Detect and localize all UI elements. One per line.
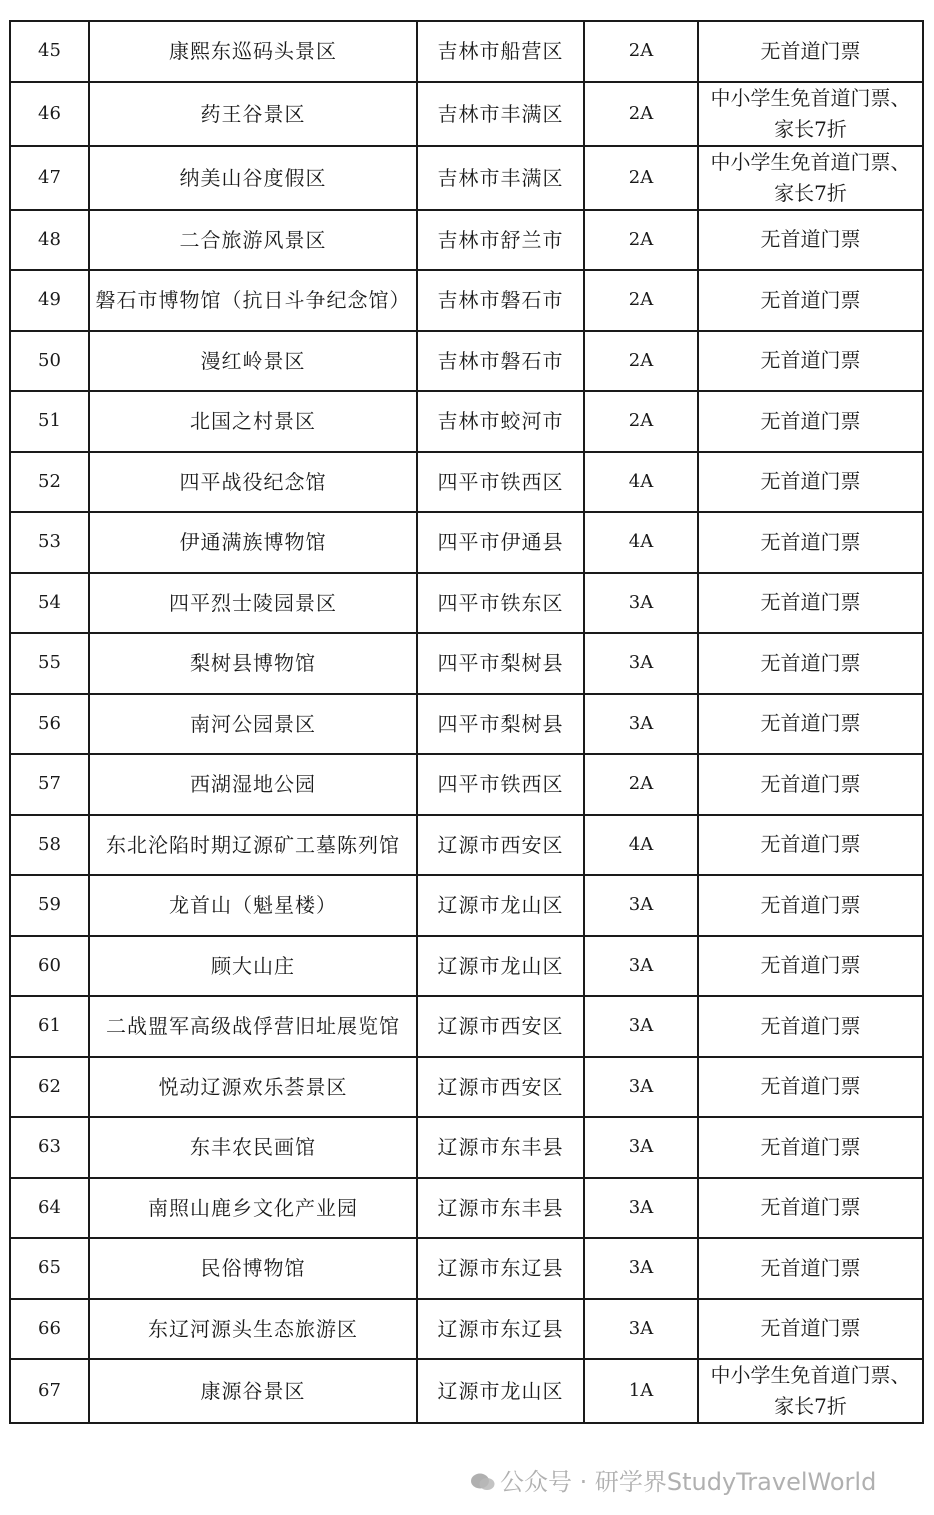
ticket-policy: 无首道门票 <box>698 512 923 573</box>
ticket-policy: 无首道门票 <box>698 1299 923 1360</box>
table-row <box>10 210 923 271</box>
scenic-name: 南河公园景区 <box>89 694 417 755</box>
ticket-policy: 无首道门票 <box>698 270 923 331</box>
scenic-name: 民俗博物馆 <box>89 1238 417 1299</box>
level: 3A <box>584 573 698 634</box>
region: 四平市伊通县 <box>417 512 584 573</box>
table-row <box>10 270 923 331</box>
level: 3A <box>584 1057 698 1118</box>
ticket-policy: 无首道门票 <box>698 21 923 82</box>
row-number: 62 <box>10 1057 89 1118</box>
ticket-policy: 无首道门票 <box>698 1178 923 1239</box>
ticket-policy: 无首道门票 <box>698 936 923 997</box>
region: 辽源市东辽县 <box>417 1238 584 1299</box>
scenic-name: 伊通满族博物馆 <box>89 512 417 573</box>
scenic-name: 梨树县博物馆 <box>89 633 417 694</box>
ticket-policy: 无首道门票 <box>698 1057 923 1118</box>
scenic-name: 康源谷景区 <box>89 1359 417 1423</box>
table-row <box>10 694 923 755</box>
region: 四平市铁东区 <box>417 573 584 634</box>
row-number: 56 <box>10 694 89 755</box>
ticket-policy: 无首道门票 <box>698 331 923 392</box>
region: 辽源市西安区 <box>417 815 584 876</box>
table-row <box>10 936 923 997</box>
wechat-icon <box>470 1472 496 1492</box>
scenic-name: 四平战役纪念馆 <box>89 452 417 513</box>
region: 辽源市龙山区 <box>417 1359 584 1423</box>
level: 3A <box>584 1117 698 1178</box>
level: 3A <box>584 1238 698 1299</box>
row-number: 63 <box>10 1117 89 1178</box>
region: 辽源市龙山区 <box>417 936 584 997</box>
level: 4A <box>584 815 698 876</box>
scenic-table-container <box>9 20 922 1424</box>
region: 吉林市磐石市 <box>417 270 584 331</box>
region: 吉林市丰满区 <box>417 82 584 146</box>
level: 1A <box>584 1359 698 1423</box>
row-number: 52 <box>10 452 89 513</box>
scenic-name: 纳美山谷度假区 <box>89 146 417 210</box>
level: 2A <box>584 21 698 82</box>
level: 3A <box>584 1299 698 1360</box>
region: 吉林市蛟河市 <box>417 391 584 452</box>
level: 3A <box>584 936 698 997</box>
row-number: 58 <box>10 815 89 876</box>
region: 辽源市西安区 <box>417 1057 584 1118</box>
scenic-spots-table <box>9 20 924 1424</box>
table-row <box>10 996 923 1057</box>
ticket-policy: 中小学生免首道门票、家长7折 <box>698 146 923 210</box>
table-row <box>10 146 923 210</box>
ticket-policy: 无首道门票 <box>698 694 923 755</box>
row-number: 47 <box>10 146 89 210</box>
table-row <box>10 1117 923 1178</box>
scenic-name: 西湖湿地公园 <box>89 754 417 815</box>
table-row <box>10 331 923 392</box>
row-number: 51 <box>10 391 89 452</box>
level: 3A <box>584 1178 698 1239</box>
table-row <box>10 1359 923 1423</box>
row-number: 65 <box>10 1238 89 1299</box>
table-row <box>10 573 923 634</box>
scenic-name: 龙首山（魁星楼） <box>89 875 417 936</box>
region: 辽源市东辽县 <box>417 1299 584 1360</box>
level: 2A <box>584 331 698 392</box>
ticket-policy: 无首道门票 <box>698 210 923 271</box>
row-number: 54 <box>10 573 89 634</box>
row-number: 55 <box>10 633 89 694</box>
table-row <box>10 391 923 452</box>
ticket-policy: 无首道门票 <box>698 391 923 452</box>
table-row <box>10 633 923 694</box>
level: 3A <box>584 694 698 755</box>
scenic-name: 二战盟军高级战俘营旧址展览馆 <box>89 996 417 1057</box>
row-number: 49 <box>10 270 89 331</box>
table-row <box>10 21 923 82</box>
table-row <box>10 1057 923 1118</box>
ticket-policy: 中小学生免首道门票、家长7折 <box>698 1359 923 1423</box>
level: 2A <box>584 391 698 452</box>
table-row <box>10 82 923 146</box>
level: 2A <box>584 210 698 271</box>
table-row <box>10 754 923 815</box>
ticket-policy: 无首道门票 <box>698 1238 923 1299</box>
ticket-policy: 无首道门票 <box>698 815 923 876</box>
row-number: 46 <box>10 82 89 146</box>
region: 四平市梨树县 <box>417 633 584 694</box>
level: 2A <box>584 270 698 331</box>
level: 3A <box>584 875 698 936</box>
table-row <box>10 1238 923 1299</box>
region: 吉林市磐石市 <box>417 331 584 392</box>
row-number: 66 <box>10 1299 89 1360</box>
row-number: 57 <box>10 754 89 815</box>
level: 3A <box>584 996 698 1057</box>
ticket-policy: 无首道门票 <box>698 754 923 815</box>
region: 四平市铁西区 <box>417 452 584 513</box>
watermark-text: 公众号 · 研学界StudyTravelWorld <box>500 1468 877 1496</box>
scenic-name: 悦动辽源欢乐荟景区 <box>89 1057 417 1118</box>
ticket-policy: 中小学生免首道门票、家长7折 <box>698 82 923 146</box>
region: 辽源市东丰县 <box>417 1178 584 1239</box>
scenic-name: 南照山鹿乡文化产业园 <box>89 1178 417 1239</box>
scenic-name: 东丰农民画馆 <box>89 1117 417 1178</box>
ticket-policy: 无首道门票 <box>698 1117 923 1178</box>
ticket-policy: 无首道门票 <box>698 996 923 1057</box>
row-number: 50 <box>10 331 89 392</box>
scenic-name: 顾大山庄 <box>89 936 417 997</box>
scenic-name: 药王谷景区 <box>89 82 417 146</box>
level: 3A <box>584 633 698 694</box>
region: 四平市梨树县 <box>417 694 584 755</box>
scenic-name: 东辽河源头生态旅游区 <box>89 1299 417 1360</box>
table-row <box>10 875 923 936</box>
region: 辽源市龙山区 <box>417 875 584 936</box>
scenic-name: 二合旅游风景区 <box>89 210 417 271</box>
row-number: 61 <box>10 996 89 1057</box>
ticket-policy: 无首道门票 <box>698 573 923 634</box>
ticket-policy: 无首道门票 <box>698 452 923 513</box>
row-number: 60 <box>10 936 89 997</box>
region: 辽源市西安区 <box>417 996 584 1057</box>
scenic-name: 康熙东巡码头景区 <box>89 21 417 82</box>
ticket-policy: 无首道门票 <box>698 875 923 936</box>
table-body <box>10 21 923 1423</box>
region: 吉林市舒兰市 <box>417 210 584 271</box>
row-number: 45 <box>10 21 89 82</box>
region: 四平市铁西区 <box>417 754 584 815</box>
level: 4A <box>584 452 698 513</box>
row-number: 48 <box>10 210 89 271</box>
row-number: 64 <box>10 1178 89 1239</box>
table-row <box>10 1299 923 1360</box>
level: 2A <box>584 82 698 146</box>
scenic-name: 磐石市博物馆（抗日斗争纪念馆） <box>89 270 417 331</box>
table-row <box>10 815 923 876</box>
scenic-name: 北国之村景区 <box>89 391 417 452</box>
table-row <box>10 512 923 573</box>
region: 吉林市丰满区 <box>417 146 584 210</box>
row-number: 59 <box>10 875 89 936</box>
scenic-name: 四平烈士陵园景区 <box>89 573 417 634</box>
region: 辽源市东丰县 <box>417 1117 584 1178</box>
scenic-name: 东北沦陷时期辽源矿工墓陈列馆 <box>89 815 417 876</box>
level: 2A <box>584 146 698 210</box>
table-row <box>10 1178 923 1239</box>
level: 4A <box>584 512 698 573</box>
region: 吉林市船营区 <box>417 21 584 82</box>
watermark <box>470 1462 876 1497</box>
row-number: 67 <box>10 1359 89 1423</box>
table-row <box>10 452 923 513</box>
ticket-policy: 无首道门票 <box>698 633 923 694</box>
level: 2A <box>584 754 698 815</box>
scenic-name: 漫红岭景区 <box>89 331 417 392</box>
row-number: 53 <box>10 512 89 573</box>
